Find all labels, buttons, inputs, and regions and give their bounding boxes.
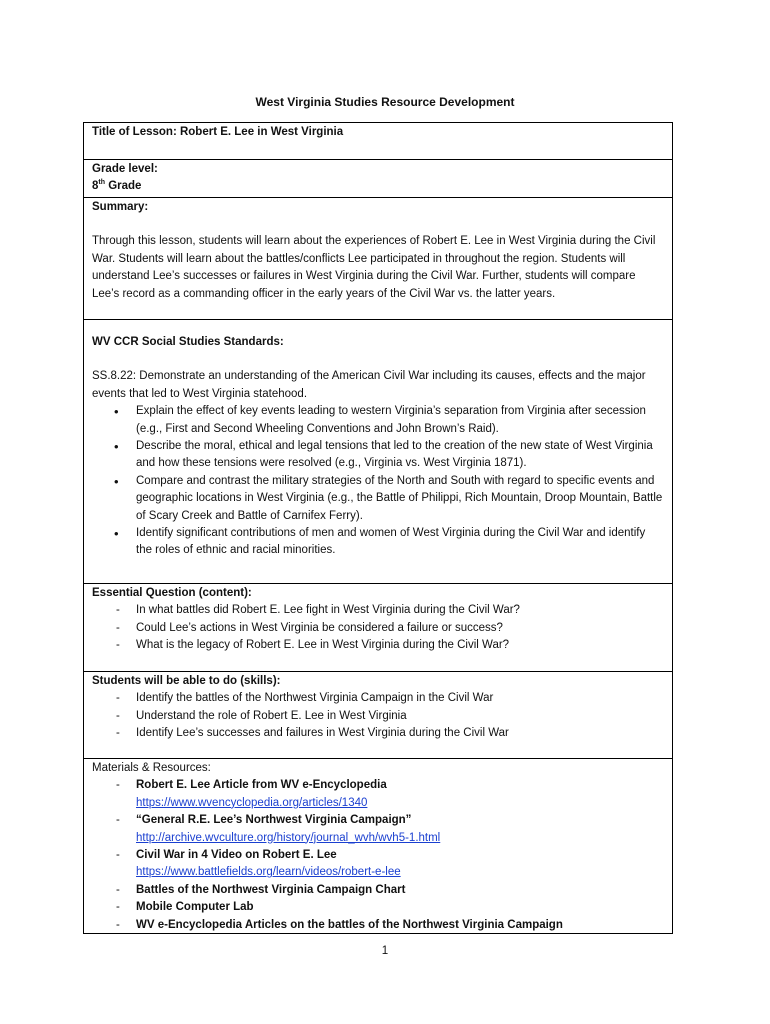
essential-question-item: - What is the legacy of Robert E. Lee in West Virginia during the Civil War?: [92, 637, 664, 654]
material-item: [92, 847, 664, 882]
material-title: Mobile Computer Lab: [136, 901, 254, 914]
skills-cell: [84, 672, 672, 759]
skills-list: [92, 690, 664, 742]
material-title: Battles of the Northwest Virginia Campaign Chart: [136, 883, 406, 896]
grade-value: [92, 178, 664, 195]
lesson-plan-table: [83, 122, 673, 934]
material-item: [92, 917, 664, 933]
materials-cell: [84, 759, 672, 933]
grade-suffix: th: [98, 179, 106, 187]
essential-question-list: [92, 602, 664, 654]
standards-bullet: • Explain the effect of key events leading to western Virginia’s separation from Virginia after secession (e.g., First and Second Wheeling Conventions and John Brown’s Raid).: [92, 403, 664, 438]
skills-item: - Identify Lee’s successes and failures in West Virginia during the Civil War: [92, 725, 664, 742]
standards-intro: SS.8.22: Demonstrate an understanding of the American Civil War including its causes, effects and the major events that led to West Virginia statehood.: [92, 370, 646, 400]
essential-question-item: - In what battles did Robert E. Lee fight in West Virginia during the Civil War?: [92, 602, 664, 619]
standards-bullet: • Compare and contrast the military strategies of the North and South with regard to specific events and geographic locations in West Virginia (e.g., the Battle of Philippi, Rich Mountain, Droop Mountain, Battle of Scary Creek and Battle of Carnifex Ferry).: [92, 473, 664, 525]
material-link[interactable]: http://archive.wvculture.org/history/journal_wvh/wvh5-1.html: [136, 831, 441, 844]
title-cell: [84, 123, 672, 160]
material-link[interactable]: https://www.battlefields.org/learn/videos/robert-e-lee: [136, 866, 401, 879]
standards-bullet: • Describe the moral, ethical and legal tensions that led to the creation of the new state of West Virginia and how these tensions were resolved (e.g., Virginia vs. West Virginia 1871).: [92, 438, 664, 473]
material-item: [92, 882, 664, 899]
material-title: “General R.E. Lee’s Northwest Virginia Campaign”: [136, 814, 412, 827]
material-link[interactable]: https://www.wvencyclopedia.org/articles/1340: [136, 796, 368, 809]
material-title: WV e-Encyclopedia Articles on the battles of the Northwest Virginia Campaign: [136, 918, 563, 931]
skills-item: - Identify the battles of the Northwest Virginia Campaign in the Civil War: [92, 690, 664, 707]
page-number: 1: [381, 945, 389, 957]
materials-label: Materials & Resources:: [92, 762, 211, 774]
lesson-title: Title of Lesson: Robert E. Lee in West Virginia: [92, 126, 344, 138]
standards-cell: [84, 320, 672, 584]
essential-question-item: - Could Lee’s actions in West Virginia be considered a failure or success?: [92, 620, 664, 637]
standards-bullet: • Identify significant contributions of men and women of West Virginia during the Civil War and identify the roles of ethnic and racial minorities.: [92, 525, 664, 560]
grade-cell: [84, 160, 672, 198]
skills-label: Students will be able to do (skills):: [92, 675, 281, 687]
summary-cell: [84, 198, 672, 320]
standards-label: WV CCR Social Studies Standards:: [92, 336, 284, 348]
materials-list: [92, 777, 664, 933]
material-title: Civil War in 4 Video on Robert E. Lee: [136, 849, 337, 862]
grade-word: Grade: [108, 180, 142, 193]
grade-number: 8: [92, 180, 99, 193]
grade-level-label: Grade level:: [92, 163, 158, 175]
material-item: [92, 812, 664, 847]
summary-label: Summary:: [92, 201, 149, 213]
skills-item: - Understand the role of Robert E. Lee in West Virginia: [92, 708, 664, 725]
document-heading: West Virginia Studies Resource Development: [255, 95, 515, 109]
standards-list: [92, 403, 664, 560]
summary-text: Through this lesson, students will learn about the experiences of Robert E. Lee in West Virginia during the Civil War. Students will learn about the battles/conflicts Lee participated in throughout the region. Students will understand Lee’s successes or failures in West Virginia during the Civil War. Further, students will compare Lee’s record as a commanding officer in the early years of the Civil War vs. the latter years.: [92, 235, 656, 300]
essential-question-cell: [84, 584, 672, 672]
essential-question-label: Essential Question (content):: [92, 587, 252, 599]
material-item: [92, 777, 664, 812]
material-item: [92, 899, 664, 916]
material-title: Robert E. Lee Article from WV e-Encyclopedia: [136, 779, 387, 792]
